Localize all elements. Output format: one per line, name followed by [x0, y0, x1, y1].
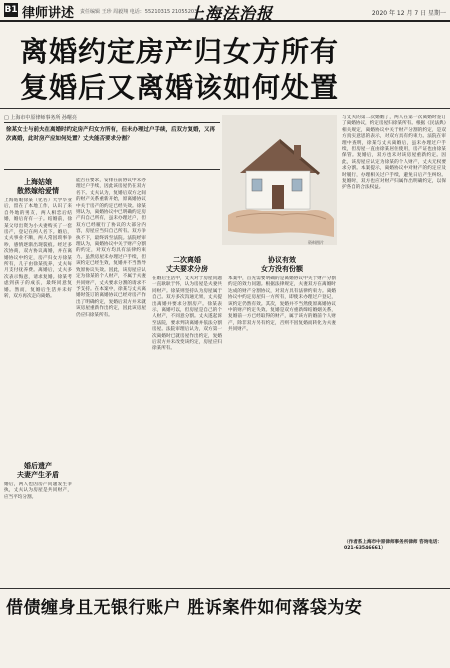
house-in-hand-image: [222, 115, 337, 245]
subhead-2: 婚后遗产 夫妻产生矛盾: [17, 462, 59, 479]
photo-credit: 资料图片: [308, 240, 324, 245]
author-note: （作者系上海市中原律师事务所律师 咨询电话：021-63546661）: [344, 540, 443, 552]
section-title: 律师讲述: [22, 6, 75, 21]
column-3-text: 在婚后生活中，丈夫对于房屋问题一直耿耿于怀，认为房屋是夫妻共同财产。徐某则坚持认为房屋属于自己。双方多次沟通无果，丈夫提出离婚并要求分割房产。徐某表示，离婚可以，但房屋是自己的个人财产，不同意分割。丈夫遂起诉至法院，要求判决离婚并依法分割房屋。法院审理后认为，双方第一次离婚时已就房屋作出约定，复婚后双方并未改变该约定，房屋应归徐某所有。: [152, 276, 222, 352]
column-4-text: 本案中，首先需要明确的是离婚协议中关于财产分割约定的效力问题。根据法律规定，夫妻双方在离婚时达成的财产分割协议，对双方具有法律约束力。离婚协议中约定房屋归一方所有，即使未办理过户登记，该约定仍然有效。其次，复婚并不当然使原离婚协议中的财产约定失效。复婚是双方重新缔结婚姻关系，复婚前一方已经取得的财产，属于该方的婚前个人财产，除非双方另有约定，否则不因复婚而转化为夫妻共同财产。: [228, 276, 336, 333]
headline-article-2: 借债缠身且无银行账户 胜诉案件如何落袋为安: [6, 598, 363, 618]
intro-box: [4, 122, 220, 170]
intro-text: 徐某女士与前夫在离婚时约定房产归女方所有，但未办理过户手续，后双方复婚，又再次离婚，此时房产应如何处置？丈夫能否要求分割？: [6, 127, 216, 142]
byline: □ 上海市中原律师事务所 孙曙亮: [4, 115, 77, 121]
divider: [0, 108, 450, 109]
masthead: [0, 0, 450, 22]
page-number: B1: [4, 5, 18, 15]
subhead-1: 上海姑娘 散然嫁给爱情: [17, 178, 59, 195]
column-2-text: 能否在要求，安排在前协议中未办理过户手续，因此该房屋仍在双方名下。丈夫认为，复婚后双方之间的财产关系重新开始，原离婚协议中关于房产的约定已经失效。徐某则认为，离婚协议中已明确约定房产归自己所有，虽未办理过户，但双方已经履行了协议的大部分内容，房屋应当归自己所有。双方争执不下，最终诉至法院。法院经审理认为，离婚协议中关于财产分割的约定，对双方均具有法律约束力。虽然房屋未办理过户手续，但该约定已经生效，复婚并不当然导致原协议失效。因此，该房屋应认定为徐某的个人财产，不属于夫妻共同财产，丈夫要求分割的请求不予支持。在本案中，徐某与丈夫离婚时签订的离婚协议已经对房产作出了明确约定，复婚后双方并未就该房屋重新作出约定，因此该房屋仍应归徐某所有。: [76, 178, 146, 318]
subhead-4: 协议有效 女方没有份额: [261, 256, 303, 273]
editor-info: 责任编辑 王珍 周毅翔 电话：55210315 21055203: [80, 9, 198, 15]
column-5-text: 与丈夫的第二次婚姻了，两人在第一次离婚时签订了离婚协议，约定房屋归徐某所有。根据《民法典》相关规定，离婚协议中关于财产分割的约定，是双方真实意思的表示，对双方具有约束力。法院在审理中查明，徐某与丈夫离婚后，虽未办理过户手续，但房屋一直由徐某居住使用，房产证也由徐某保管。复婚后，双方也未对该房屋重新约定。因此，该房屋应认定为徐某的个人财产，丈夫无权要求分割。本案提示，离婚协议中对财产的约定应及时履行，办理相关过户手续，避免日后产生纠纷。复婚时，双方也应对财产归属作出明确约定，以保护各自的合法权益。: [342, 115, 446, 191]
subhead-3: 二次离婚 丈夫要求分房: [166, 256, 208, 273]
newspaper-name: 上海法治报: [188, 4, 274, 23]
column-1-text-2: 婚后，两人也因房产问题发生争执，丈夫认为房屋是共同财产，应当平均分割。: [4, 482, 72, 500]
headline-line-1: 离婚约定房产归女方所有: [20, 35, 340, 68]
column-1-text: 上海姑娘徐某（化名）大学毕业后，留在了本地工作，认识了来自外地的男友，两人相恋后结婚，婚后育有一子。结婚前，徐某父母出资为小夫妻购买了一套房产，登记在两人名下。婚后，丈夫事业不顺，两人常因琐事争吵，感情逐渐出现裂痕。经过多次协商，双方协议离婚，并在离婚协议中约定，房产归女方徐某所有，儿子由徐某抚养，丈夫每月支付抚养费。离婚后，丈夫多次表示悔意，请求复婚。徐某考虑到孩子的成长，最终同意复婚。然而，复婚后生活并未好转，双方再次走向离婚。: [4, 198, 72, 300]
divider: [0, 588, 450, 589]
headline-line-2: 复婚后又离婚该如何处置: [20, 71, 340, 104]
issue-date: 2020 年 12 月 7 日 星期一: [371, 10, 446, 17]
